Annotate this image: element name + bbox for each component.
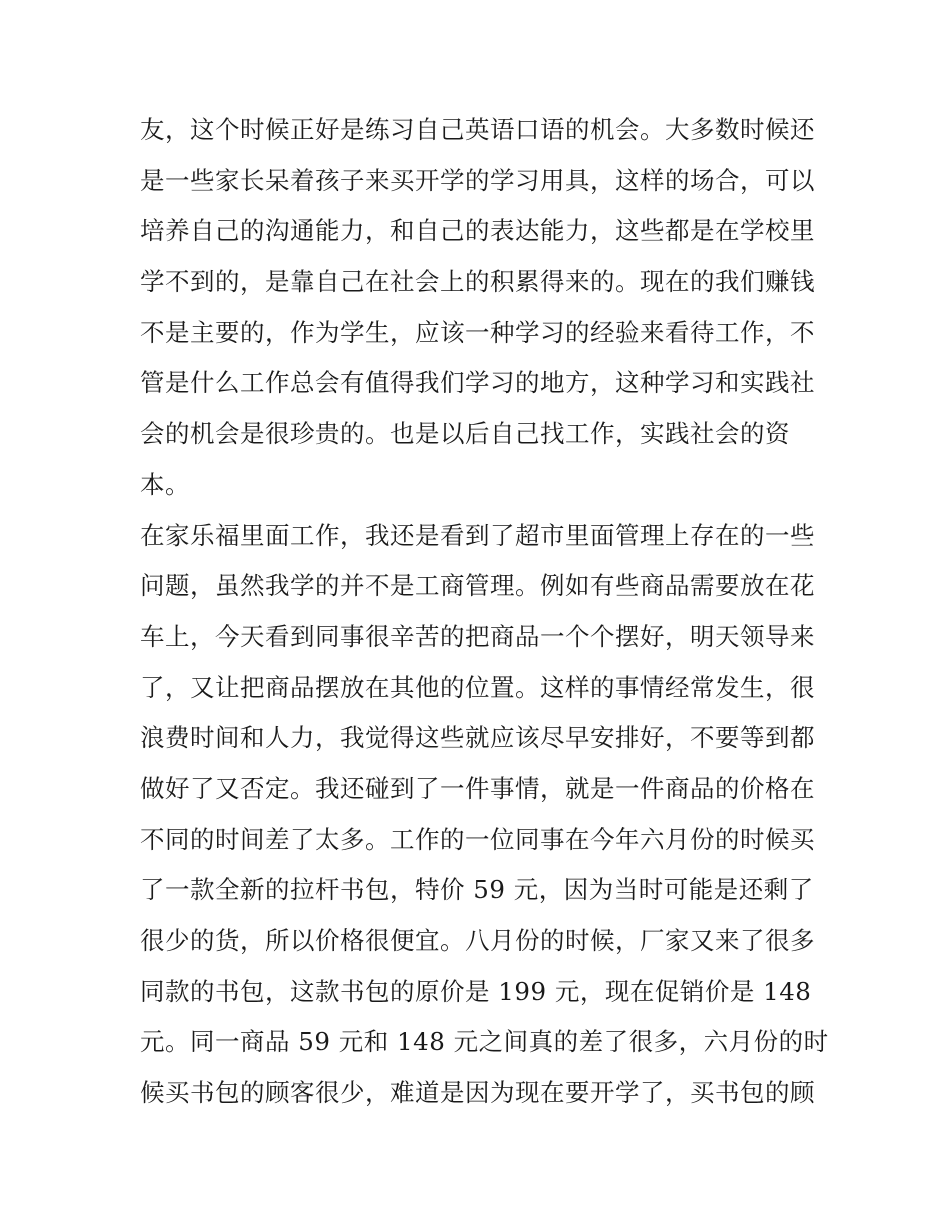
- text-line: 同款的书包，这款书包的原价是 199 元，现在促销价是 148: [140, 976, 812, 1006]
- text-line: 友，这个时候正好是练习自己英语口语的机会。大多数时候还: [140, 115, 815, 144]
- body-text: [140, 105, 829, 1119]
- text-line: 本。: [140, 469, 190, 499]
- text-line: 了，又让把商品摆放在其他的位置。这样的事情经常发生，很: [140, 672, 815, 702]
- text-line: 做好了又否定。我还碰到了一件事情，就是一件商品的价格在: [140, 773, 815, 803]
- text-line: 元。同一商品 59 元和 148 元之间真的差了很多，六月份的时: [140, 1027, 829, 1057]
- text-line: 会的机会是很珍贵的。也是以后自己找工作，实践社会的资: [140, 419, 790, 449]
- text-line: 了一款全新的拉杆书包，特价 59 元，因为当时可能是还剩了: [140, 875, 814, 905]
- text-line: 学不到的，是靠自己在社会上的积累得来的。现在的我们赚钱: [140, 267, 815, 297]
- text-line: 车上，今天看到同事很辛苦的把商品一个个摆好，明天领导来: [140, 621, 815, 651]
- text-line: 在家乐福里面工作，我还是看到了超市里面管理上存在的一些: [140, 520, 815, 550]
- text-line: 浪费时间和人力，我觉得这些就应该尽早安排好，不要等到都: [140, 723, 815, 753]
- text-line: 不同的时间差了太多。工作的一位同事在今年六月份的时候买: [140, 824, 815, 854]
- text-line: 培养自己的沟通能力，和自己的表达能力，这些都是在学校里: [140, 216, 815, 246]
- text-line: 不是主要的，作为学生，应该一种学习的经验来看待工作，不: [140, 317, 815, 347]
- text-line: 问题，虽然我学的并不是工商管理。例如有些商品需要放在花: [140, 571, 815, 601]
- text-line: 是一些家长呆着孩子来买开学的学习用具，这样的场合，可以: [140, 165, 815, 195]
- text-line: 很少的货，所以价格很便宜。八月份的时候，厂家又来了很多: [140, 926, 815, 955]
- text-line: 候买书包的顾客很少，难道是因为现在要开学了，买书包的顾: [140, 1078, 815, 1108]
- text-line: 管是什么工作总会有值得我们学习的地方，这种学习和实践社: [140, 368, 815, 398]
